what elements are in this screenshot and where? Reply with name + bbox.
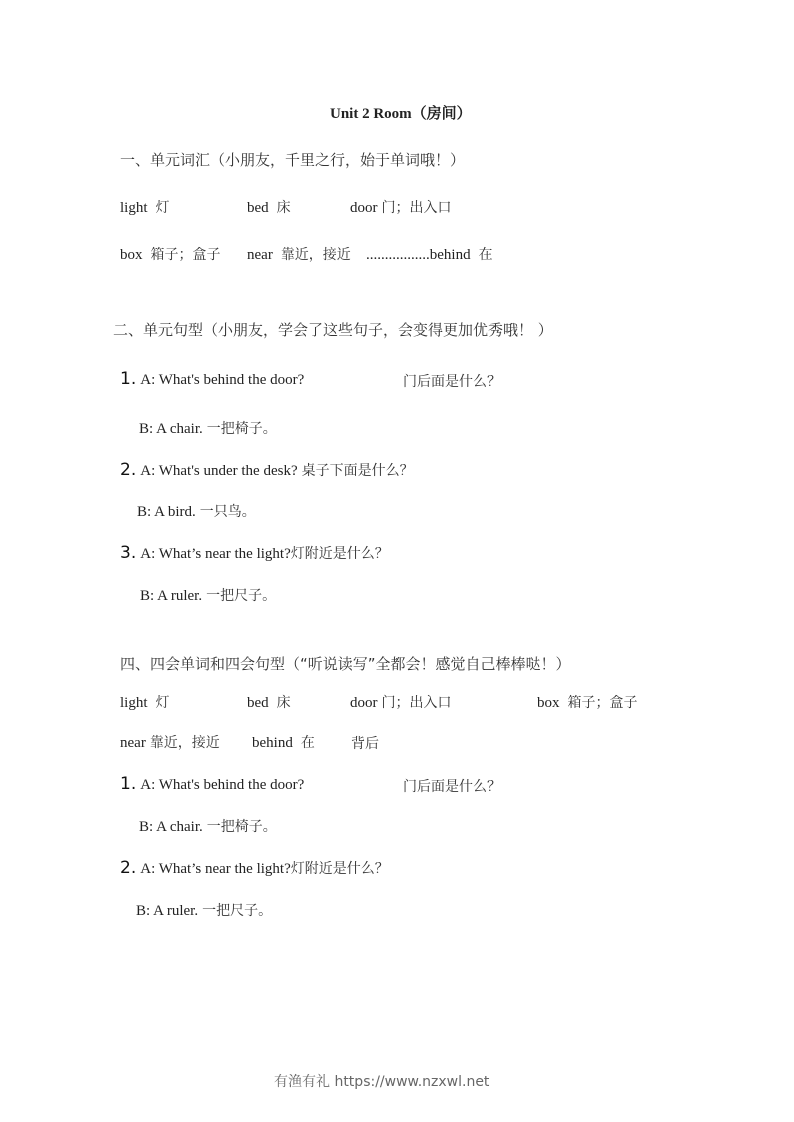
vocab-item: behind 在 [252, 735, 315, 751]
vocab-item: bed 床 [247, 695, 291, 711]
vocab-item: door 门；出入口 [350, 695, 452, 711]
vocab-item: light 灯 [120, 695, 170, 711]
sentence-b: B: A ruler. 一把尺子。 [140, 588, 277, 604]
sentence-a: 3. A: What’s near the light?灯附近是什么？ [120, 543, 389, 563]
sentence-b: B: A bird. 一只鸟。 [137, 504, 256, 520]
sentence-a-cn: 门后面是什么？ [403, 779, 501, 795]
sentence-a-cn: 门后面是什么？ [403, 374, 501, 390]
sentence-a: 1. A: What's behind the door? [120, 369, 305, 389]
sentence-a: 2. A: What's under the desk? 桌子下面是什么？ [120, 460, 414, 480]
sentence-a: 2. A: What’s near the light?灯附近是什么？ [120, 858, 389, 878]
section2-heading: 二、单元句型（小朋友，学会了这些句子，会变得更加优秀哦！ ） [113, 321, 553, 339]
vocab-item: box 箱子；盒子 [537, 695, 638, 711]
footer-watermark: 有渔有礼 https://www.nzxwl.net [274, 1074, 490, 1090]
vocab-item: door 门；出入口 [350, 200, 452, 216]
page-title: Unit 2 Room（房间） [330, 106, 472, 122]
vocab-item: bed 床 [247, 200, 291, 216]
vocab-item: near 靠近，接近 [120, 735, 220, 751]
vocab-item: near 靠近，接近 [247, 247, 351, 263]
vocab-item: 背后 [351, 736, 379, 752]
sentence-b: B: A chair. 一把椅子。 [139, 421, 277, 437]
section4-heading: 四、四会单词和四会句型（“听说读写”全都会！感觉自己棒棒哒！） [120, 655, 571, 673]
sentence-a: 1. A: What's behind the door? [120, 774, 305, 794]
vocab-item: box 箱子；盒子 [120, 247, 221, 263]
sentence-b: B: A chair. 一把椅子。 [139, 819, 277, 835]
vocab-item: light 灯 [120, 200, 170, 216]
vocab-item: .................behind 在 [366, 247, 493, 263]
sentence-b: B: A ruler. 一把尺子。 [136, 903, 273, 919]
section1-heading: 一、单元词汇（小朋友，千里之行，始于单词哦！） [120, 151, 466, 169]
